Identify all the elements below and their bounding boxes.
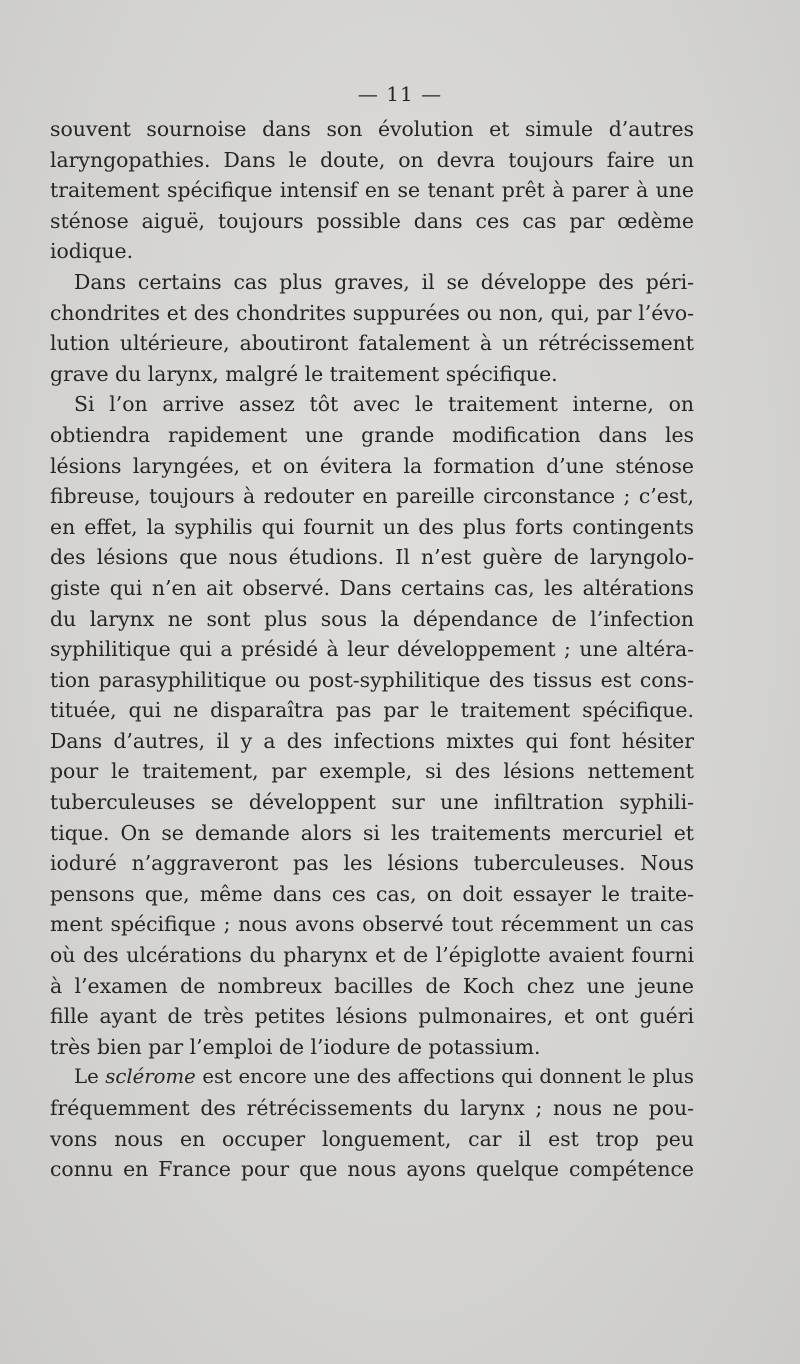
text-line: ioduré n’aggraveront pas les lésions tuberculeuses. Nous — [50, 851, 694, 876]
text-line: souvent sournoise dans son évolution et simule d’autres — [50, 117, 694, 141]
text-line: où des ulcérations du pharynx et de l’épiglotte avaient fourni — [50, 943, 694, 968]
text-line: tion parasyphilitique ou post-syphilitique des tissus est cons- — [50, 667, 694, 692]
italic-term: sclérome — [105, 1065, 196, 1089]
page-number: — 11 — — [357, 82, 443, 106]
text-line — [50, 1062, 694, 1093]
text-line: fibreuse, toujours à redouter en pareille circonstance ; c’est, — [50, 484, 694, 509]
text-line: tuberculeuses se développent sur une infiltration syphili- — [50, 790, 694, 815]
text-line: vons nous en occuper longuement, car il est trop peu — [50, 1126, 694, 1151]
text-line: du larynx ne sont plus sous la dépendance de l’infection — [50, 606, 694, 631]
text-fragment: Le — [74, 1065, 106, 1089]
text-line: iodique. — [50, 239, 134, 264]
text-line: grave du larynx, malgré le traitement spécifique. — [50, 361, 558, 386]
body-text — [50, 114, 694, 1185]
text-line: lésions laryngées, et on évitera la formation d’une sténose — [50, 453, 694, 478]
text-line: ment spécifique ; nous avons observé tout récemment un cas — [50, 912, 694, 937]
text-line: Dans d’autres, il y a des infections mixtes qui font hésiter — [50, 728, 694, 753]
text-line: pensons que, même dans ces cas, on doit essayer le traite- — [50, 881, 694, 906]
paragraph-1 — [50, 114, 694, 267]
paragraph-2 — [50, 267, 694, 389]
paragraph-4 — [50, 1062, 694, 1184]
text-line: tique. On se demande alors si les traitements mercuriel et — [50, 820, 694, 845]
text-line: laryngopathies. Dans le doute, on devra toujours faire un — [50, 147, 694, 172]
text-line: des lésions que nous étudions. Il n’est guère de laryngolo- — [50, 545, 694, 570]
text-line: très bien par l’emploi de l’iodure de potassium. — [50, 1034, 541, 1059]
text-line: Dans certains cas plus graves, il se développe des péri- — [74, 269, 694, 294]
text-line: lution ultérieure, aboutiront fatalement à un rétrécissement — [50, 331, 694, 356]
text-line: fille ayant de très petites lésions pulmonaires, et ont guéri — [50, 1004, 694, 1029]
text-line: pour le traitement, par exemple, si des lésions nettement — [50, 759, 694, 784]
paragraph-3 — [50, 389, 694, 1062]
text-line: Si l’on arrive assez tôt avec le traitement interne, on — [74, 392, 694, 417]
text-line: connu en France pour que nous ayons quelque compétence — [50, 1157, 694, 1182]
text-line: traitement spécifique intensif en se tenant prêt à parer à une — [50, 178, 694, 203]
text-line: chondrites et des chondrites suppurées ou non, qui, par l’évo- — [50, 300, 694, 325]
text-line: à l’examen de nombreux bacilles de Koch chez une jeune — [50, 973, 694, 998]
text-line: giste qui n’en ait observé. Dans certains cas, les altérations — [50, 575, 694, 600]
text-line: syphilitique qui a présidé à leur développement ; une altéra- — [50, 637, 694, 662]
text-line: sténose aiguë, toujours possible dans ces cas par œdème — [50, 208, 694, 233]
text-line: tituée, qui ne disparaîtra pas par le traitement spécifique. — [50, 698, 694, 723]
text-fragment: est encore une des affections qui donnent le plus — [195, 1065, 694, 1089]
text-line: en effet, la syphilis qui fournit un des plus forts contingents — [50, 514, 694, 539]
text-line: obtiendra rapidement une grande modification dans les — [50, 422, 694, 447]
text-line: fréquemment des rétrécissements du larynx ; nous ne pou- — [50, 1096, 694, 1120]
